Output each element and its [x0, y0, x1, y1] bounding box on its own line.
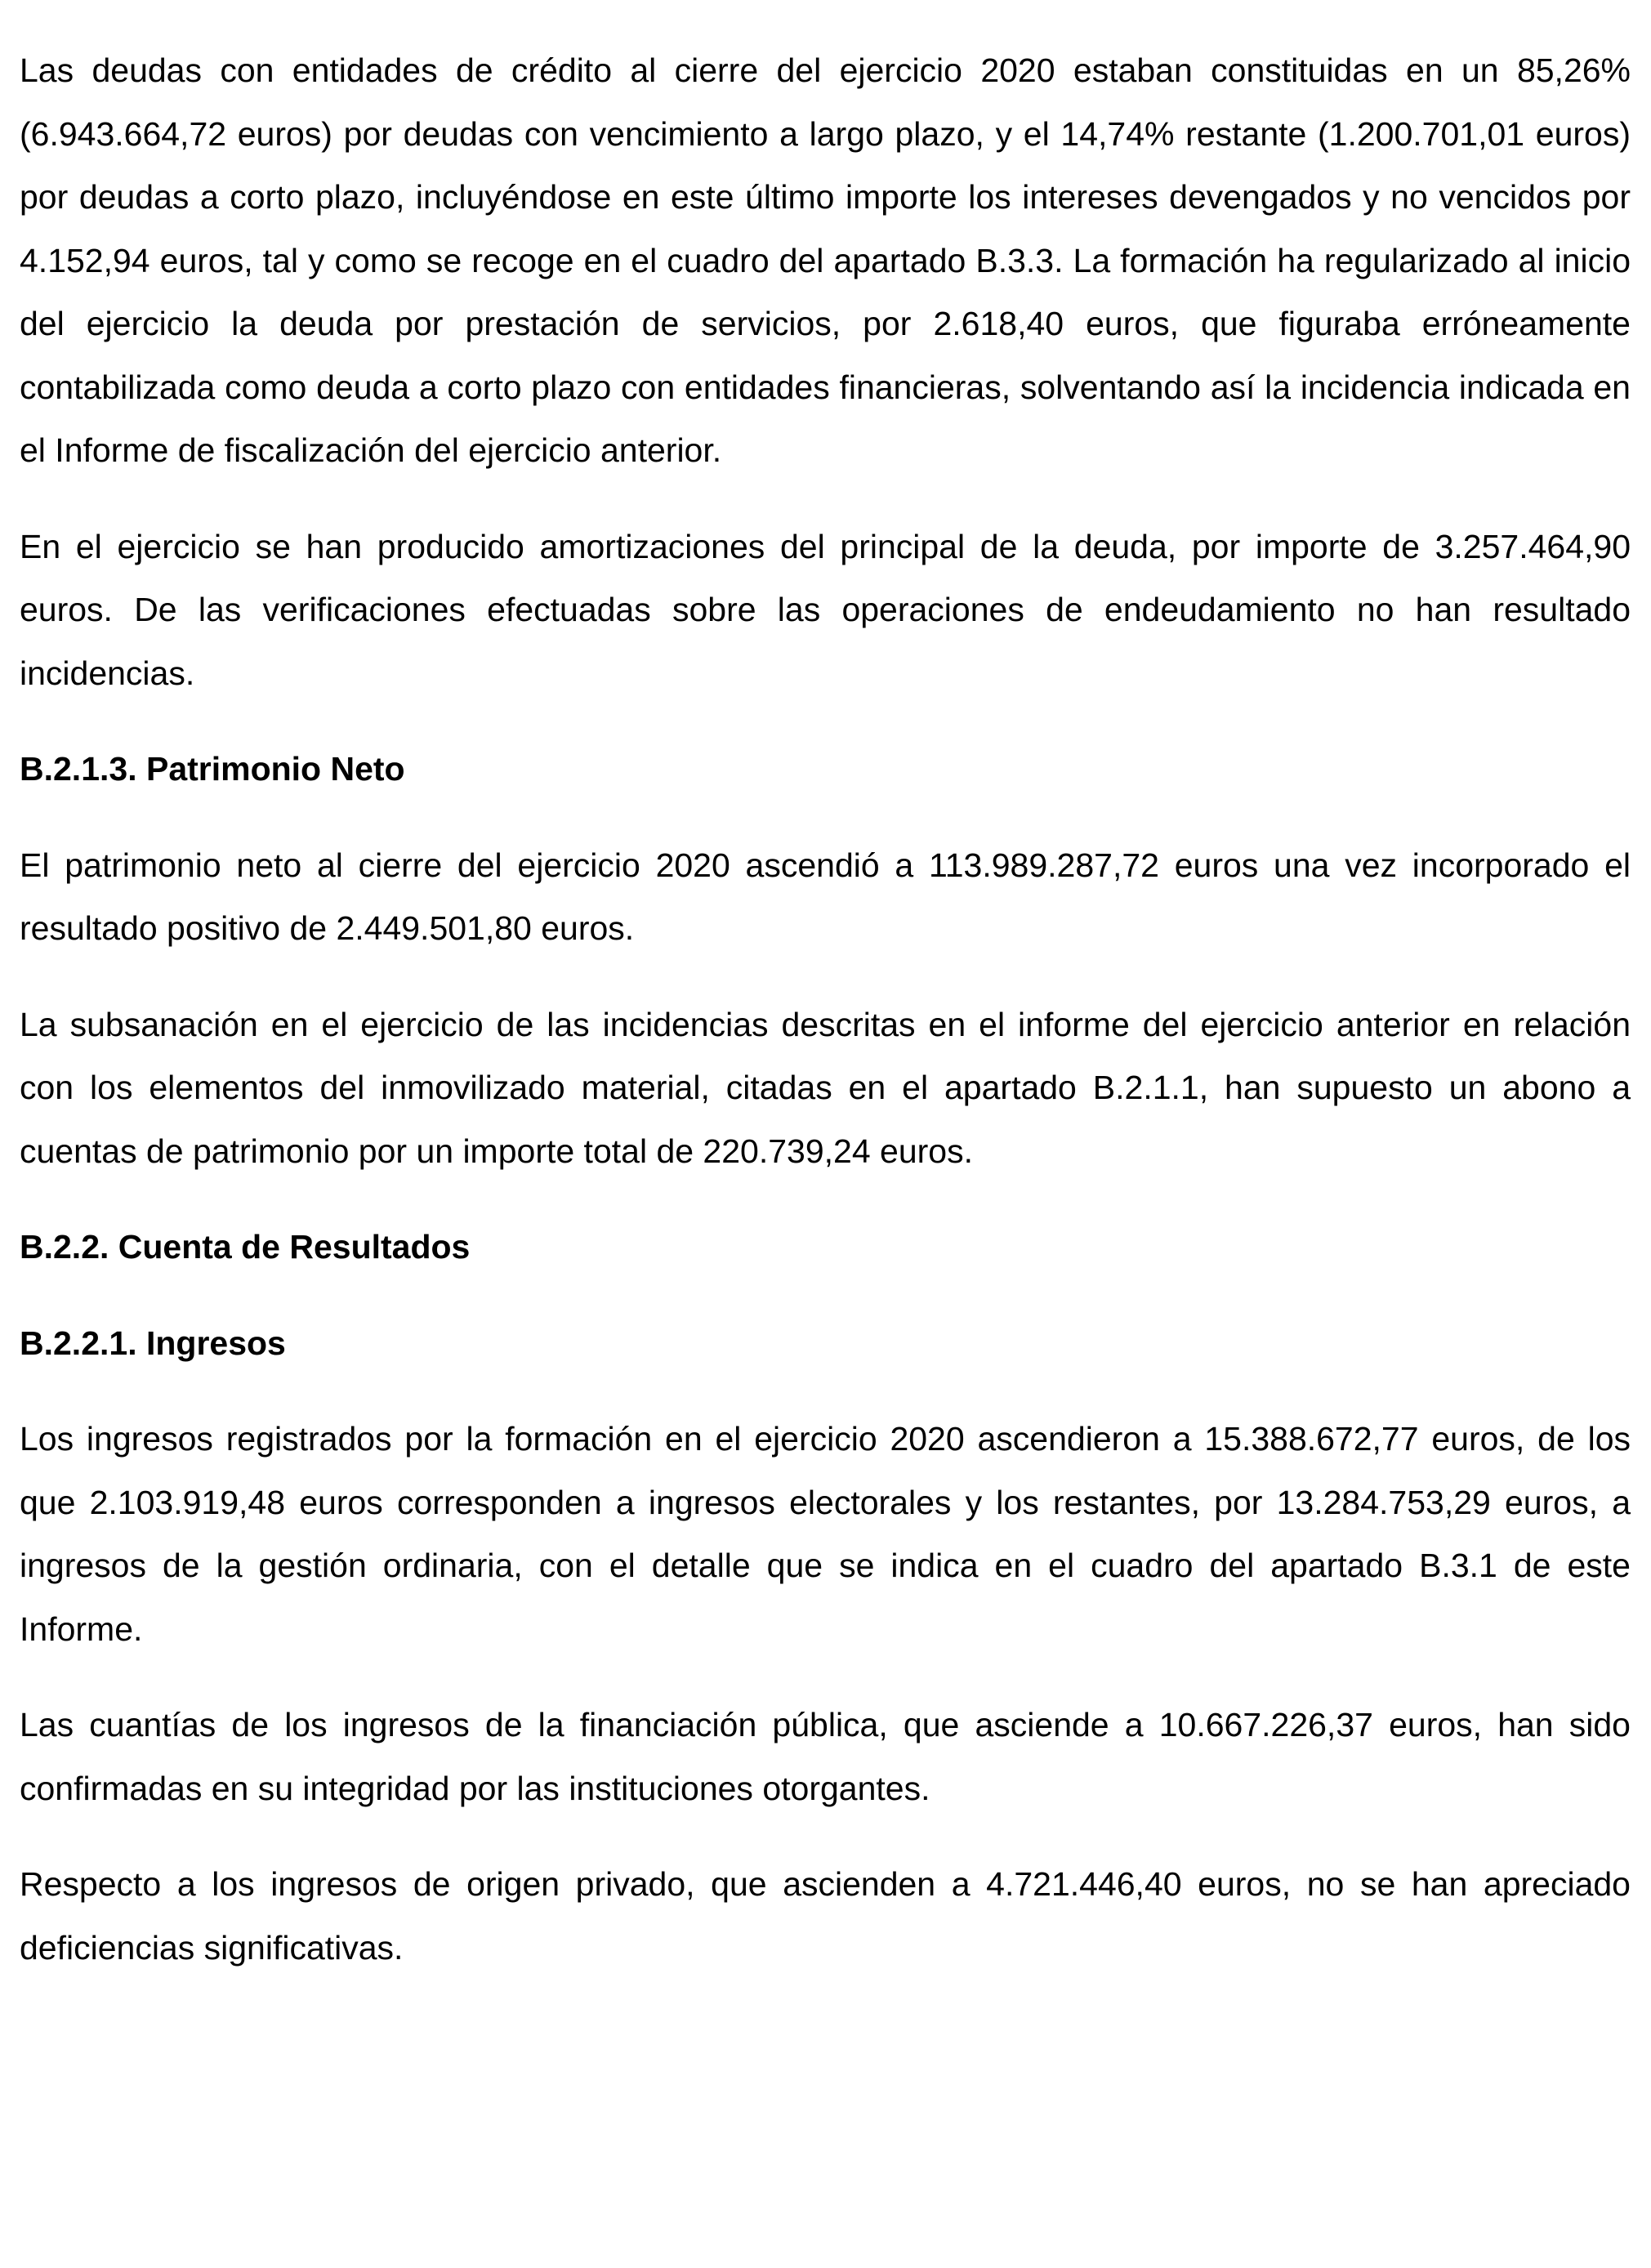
paragraph-ingresos-registrados: Los ingresos registrados por la formación en el ejercicio 2020 ascendieron a 15.388.672,77 euros, de los que 2.103.919,48 euros corresponden a ingresos electorales y los restantes, por 13.284.753,29 euros, a ingresos de la gestión ordinaria, con el detalle que se indica en el cuadro del apartado B.3.1 de este Informe. [20, 1420, 1631, 1648]
paragraph-subsanacion: La subsanación en el ejercicio de las incidencias descritas en el informe del ejercicio anterior en relación con los elementos del inmovilizado material, citadas en el apartado B.2.1.1, han supuesto un abono a cuentas de patrimonio por un importe total de 220.739,24 euros. [20, 1005, 1631, 1170]
heading-ingresos: B.2.2.1. Ingresos [20, 1324, 286, 1362]
document-page [20, 39, 1631, 2012]
paragraph-origen-privado: Respecto a los ingresos de origen privado, que ascienden a 4.721.446,40 euros, no se han apreciado deficiencias significativas. [20, 1865, 1631, 1967]
paragraph-patrimonio-neto: El patrimonio neto al cierre del ejercicio 2020 ascendió a 113.989.287,72 euros una vez incorporado el resultado positivo de 2.449.501,80 euros. [20, 846, 1631, 947]
paragraph-amortizaciones: En el ejercicio se han producido amortizaciones del principal de la deuda, por importe de 3.257.464,90 euros. De las verificaciones efectuadas sobre las operaciones de endeudamiento no han resultado incidencias. [20, 527, 1631, 692]
paragraph-deudas-entidades-credito: Las deudas con entidades de crédito al cierre del ejercicio 2020 estaban constituidas en un 85,26% (6.943.664,72 euros) por deudas con vencimiento a largo plazo, y el 14,74% restante (1.200.701,01 euros) por deudas a corto plazo, incluyéndose en este último importe los intereses devengados y no vencidos por 4.152,94 euros, tal y como se recoge en el cuadro del apartado B.3.3. La formación ha regularizado al inicio del ejercicio la deuda por prestación de servicios, por 2.618,40 euros, que figuraba erróneamente contabilizada como deuda a corto plazo con entidades financieras, solventando así la incidencia indicada en el Informe de fiscalización del ejercicio anterior. [20, 51, 1631, 469]
heading-cuenta-resultados: B.2.2. Cuenta de Resultados [20, 1228, 471, 1266]
paragraph-financiacion-publica: Las cuantías de los ingresos de la financiación pública, que asciende a 10.667.226,37 euros, han sido confirmadas en su integridad por las instituciones otorgantes. [20, 1706, 1631, 1807]
heading-patrimonio-neto: B.2.1.3. Patrimonio Neto [20, 750, 405, 788]
